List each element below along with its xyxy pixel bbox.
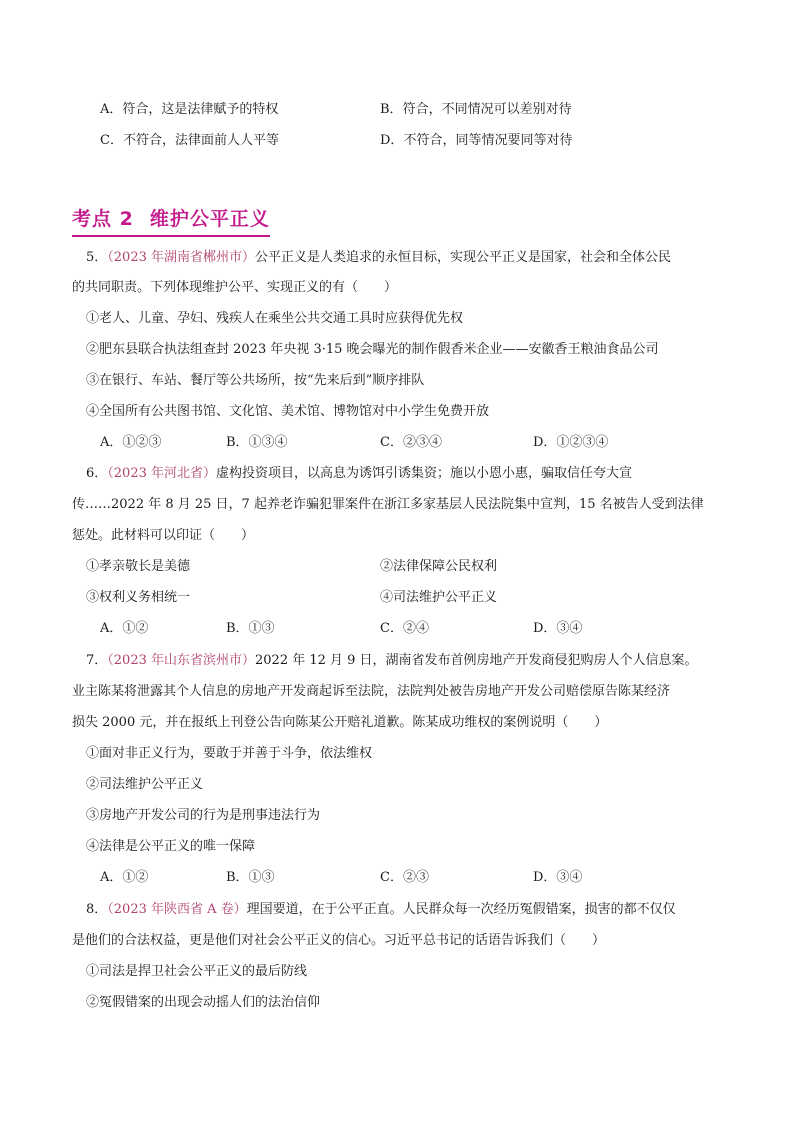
question-5-line-1: 5．（2023 年湖南省郴州市）公平正义是人类追求的永恒目标，实现公平正义是国家，社会和全体公民 — [86, 250, 672, 265]
question-7-statement-2: ②司法维护公平正义 — [86, 777, 204, 792]
question-5-statement-2: ②肥东县联合执法组查封 2023 年央视 3·15 晚会曝光的制作假香米企业——安徽香王粮油食品公司 — [86, 342, 659, 357]
question-5-statement-1: ①老人、儿童、孕妇、残疾人在乘坐公共交通工具时应获得优先权 — [86, 311, 464, 326]
question-8-line-1: 8．（2023 年陕西省 A 卷）理国要道，在于公平正直。人民群众每一次经历冤假错案，损害的都不仅仅 — [86, 902, 676, 917]
question-7-statement-3: ③房地产开发公司的行为是刑事违法行为 — [86, 808, 321, 823]
question-6-line-3: 惩处。此材料可以印证（ ） — [72, 528, 255, 543]
question-6-option-d: D．③④ — [533, 621, 583, 636]
question-6-source: （2023 年河北省） — [107, 466, 216, 481]
question-6-option-b: B．①③ — [226, 621, 275, 636]
option-prev-d: D．不符合，同等情况要同等对待 — [380, 133, 573, 148]
question-8-statement-1: ①司法是捍卫社会公平正义的最后防线 — [86, 964, 308, 979]
question-7-line-1: 7．（2023 年山东省滨州市）2022 年 12 月 9 日，湖南省发布首例房地产开发商侵犯购房人个人信息案。 — [86, 653, 698, 668]
option-prev-b: B．符合，不同情况可以差别对待 — [380, 102, 572, 117]
question-5-source: （2023 年湖南省郴州市） — [107, 250, 255, 265]
question-6-line-2: 传……2022 年 8 月 25 日，7 起养老诈骗犯罪案件在浙江多家基层人民法院集中宣判，15 名被告人受到法律 — [72, 497, 704, 512]
question-6-statement-1: ①孝亲敬长是美德 — [86, 559, 191, 574]
question-5-option-d: D．①②③④ — [533, 435, 609, 450]
question-7-source: （2023 年山东省滨州市） — [107, 653, 255, 668]
question-5-statement-4: ④全国所有公共图书馆、文化馆、美术馆、博物馆对中小学生免费开放 — [86, 404, 490, 419]
question-6-option-c: C．②④ — [380, 621, 429, 636]
question-6-statement-2: ②法律保障公民权利 — [380, 559, 498, 574]
question-5-option-c: C．②③④ — [380, 435, 442, 450]
question-7-statement-4: ④法律是公平正义的唯一保障 — [86, 839, 256, 854]
question-6-statement-3: ③权利义务相统一 — [86, 590, 191, 605]
question-8-line-2: 是他们的合法权益，更是他们对社会公平正义的信心。习近平总书记的话语告诉我们（ ） — [72, 933, 606, 948]
option-prev-c: C．不符合，法律面前人人平等 — [100, 133, 279, 148]
question-6-line-1: 6．（2023 年河北省）虚构投资项目，以高息为诱饵引诱集资；施以小恩小惠，骗取信任夸大宣 — [86, 466, 633, 481]
question-7-option-c: C．②③ — [380, 870, 429, 885]
question-8-source: （2023 年陕西省 A 卷） — [107, 902, 247, 917]
question-5-line-2: 的共同职责。下列体现维护公平、实现正义的有（ ） — [72, 280, 398, 295]
question-8-statement-2: ②冤假错案的出现会动摇人们的法治信仰 — [86, 995, 321, 1010]
question-6-statement-4: ④司法维护公平正义 — [380, 590, 498, 605]
question-7-option-a: A．①② — [100, 870, 149, 885]
question-5-statement-3: ③在银行、车站、餐厅等公共场所，按“先来后到”顺序排队 — [86, 373, 425, 388]
question-7-option-d: D．③④ — [533, 870, 583, 885]
question-5-option-a: A．①②③ — [100, 435, 162, 450]
question-5-option-b: B．①③④ — [226, 435, 288, 450]
question-6-option-a: A．①② — [100, 621, 149, 636]
section-heading: 考点 2 维护公平正义 — [72, 204, 270, 237]
question-7-line-2: 业主陈某将泄露其个人信息的房地产开发商起诉至法院，法院判处被告房地产开发公司赔偿原告陈某经济 — [72, 684, 671, 699]
question-7-line-3: 损失 2000 元，并在报纸上刊登公告向陈某公开赔礼道歉。陈某成功维权的案例说明（ ） — [72, 715, 608, 730]
question-7-statement-1: ①面对非正义行为，要敢于并善于斗争，依法维权 — [86, 746, 373, 761]
option-prev-a: A．符合，这是法律赋予的特权 — [100, 102, 279, 117]
question-7-option-b: B．①③ — [226, 870, 275, 885]
